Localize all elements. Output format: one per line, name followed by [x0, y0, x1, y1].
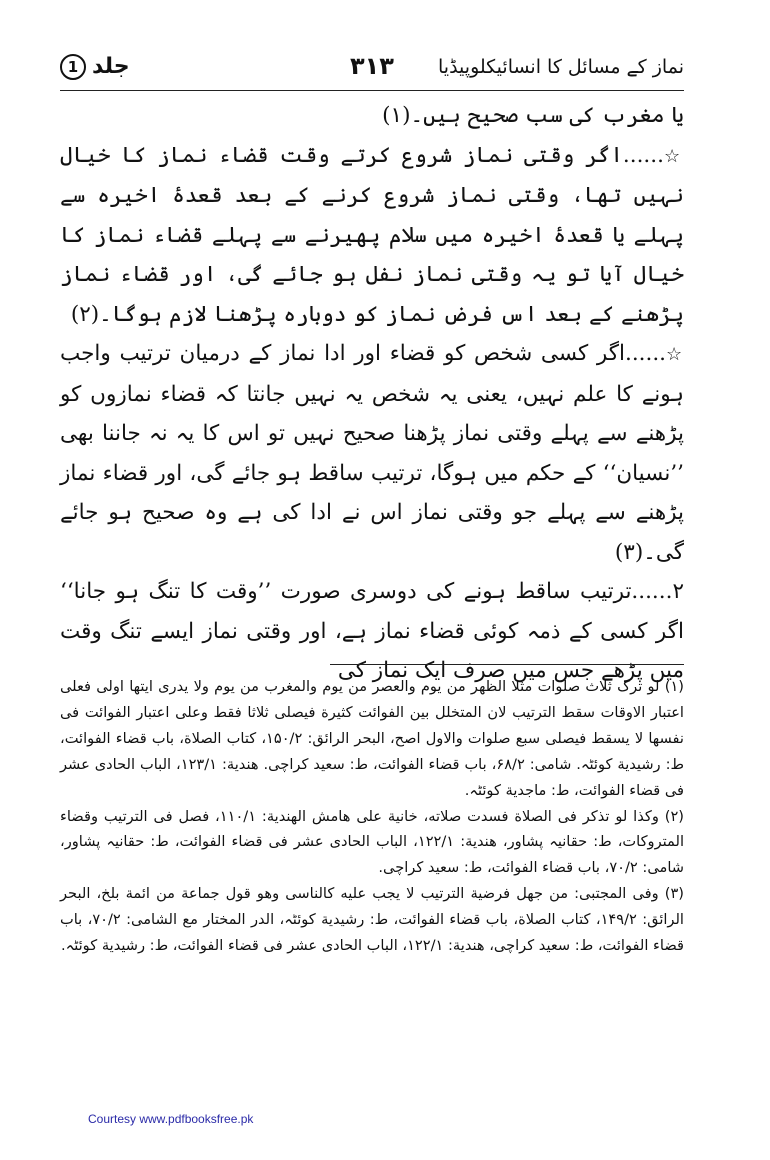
footnotes	[60, 674, 684, 959]
footnote-3: (۳) وفی المجتبی: من جهل فرضیة الترتیب لا یجب علیه کالناسی وهو قول جماعة من ائمة بلخ، البحر الرائق: ۱۴۹/۲، کتاب الصلاة، باب قضاء الفوائت، ط: رشیدیة کوئٹہ، الدر المختار مع الشامی: ۷۰/۲، باب قضاء الفوائت، ط: سعید کراچی، هندیة: ۱۲۲/۱، الباب الحادی عشر فی قضاء الفوائت، ط: رشیدیة کوئٹہ.	[60, 885, 684, 955]
volume-number: 1	[60, 54, 86, 80]
footnote-divider	[330, 664, 684, 665]
star-icon: ☆	[663, 145, 684, 167]
paragraph-2	[60, 334, 684, 572]
star-icon: ☆	[666, 344, 684, 365]
volume-label: جلد	[92, 54, 130, 79]
footnote-2: (۲) وکذا لو تذکر فی الصلاة فسدت صلاته، خانیة علی هامش الهندیة: ۱۱۰/۱، فصل فی الترتیب وقضاء المتروکات، ط: حقانیہ پشاور، هندیة: ۱۲۲/۱، الباب الحادی عشر فی قضاء الفوائت، ط: حقانیہ پشاور، شامی: ۷۰/۲، باب قضاء الفوائت، ط: سعید کراچی.	[60, 807, 684, 877]
courtesy-link[interactable]: Courtesy www.pdfbooksfree.pk	[88, 1112, 254, 1126]
main-text	[60, 96, 684, 691]
volume-indicator	[60, 54, 130, 80]
paragraph-2-text: ......اگر کسی شخص کو قضاء اور ادا نماز کے درمیان ترتیب واجب ہونے کا علم نہیں، یعنی یہ شخص یہ نہیں جانتا کہ قضاء نمازوں کو پڑھنے سے پہلے وقتی نماز پڑھنا صحیح نہیں تو اس کا یہ نہ جاننا بھی ’’نسیان‘‘ کے حکم میں ہوگا، ترتیب ساقط ہو جائے گی، اور قضاء نماز پڑھنے سے پہلے جو وقتی نماز اس نے ادا کی ہے وہ صحیح ہو جائے گی۔(۳)	[60, 341, 684, 565]
footnote-1: (۱) لو ترک ثلاث صلوات مثلا الظهر من یوم والعصر من یوم والمغرب من یوم ولا یدری ایتها اولی فعلی اعتبار الاوقات سقط الترتیب لان المتخلل بین الفوائت کثیرة فیصلی ثلاثا فقط وعلی اعتبار الفوائت فی نفسها لا یسقط فیصلی سبع صلوات والاول اصح، البحر الرائق: ۱۵۰/۲، کتاب الصلاة، باب قضاء الفوائت، ط: رشیدیة کوئٹہ. شامی: ۶۸/۲، باب قضاء الفوائت، ط: سعید کراچی. هندیة: ۱۲۳/۱، الباب الحادی عشر فی قضاء الفوائت، ط: ماجدیة کوئٹہ.	[60, 678, 684, 799]
paragraph-continuation: یا مغرب کی سب صحیح ہیں۔(۱)	[382, 103, 684, 128]
paragraph-3: ۲......ترتیب ساقط ہونے کی دوسری صورت ’’وقت کا تنگ ہو جانا‘‘ اگر کسی کے ذمہ کوئی قضاء نماز ہے، اور وقتی نماز ایسے تنگ وقت میں پڑھے جس میں صرف ایک نماز کی	[60, 579, 684, 683]
book-title: نماز کے مسائل کا انسائیکلوپیڈیا	[438, 56, 684, 78]
paragraph-1-text: ......اگر وقتی نماز شروع کرتے وقت قضاء نماز کا خیال نہیں تھا، وقتی نماز شروع کرنے کے بعد قعدۂ اخیرہ سے پہلے یا قعدۂ اخیرہ میں سلام پھیرنے سے پہلے قضاء نماز کا خیال آیا تو یہ وقتی نماز نفل ہو جائے گی، اور قضاء نماز پڑھنے کے بعد اس فرض نماز کو دوبارہ پڑھنا لازم ہوگا۔(۲)	[60, 142, 684, 327]
page-header	[60, 46, 684, 91]
paragraph-1	[60, 136, 684, 335]
page-number: ۳۱۳	[350, 52, 394, 80]
